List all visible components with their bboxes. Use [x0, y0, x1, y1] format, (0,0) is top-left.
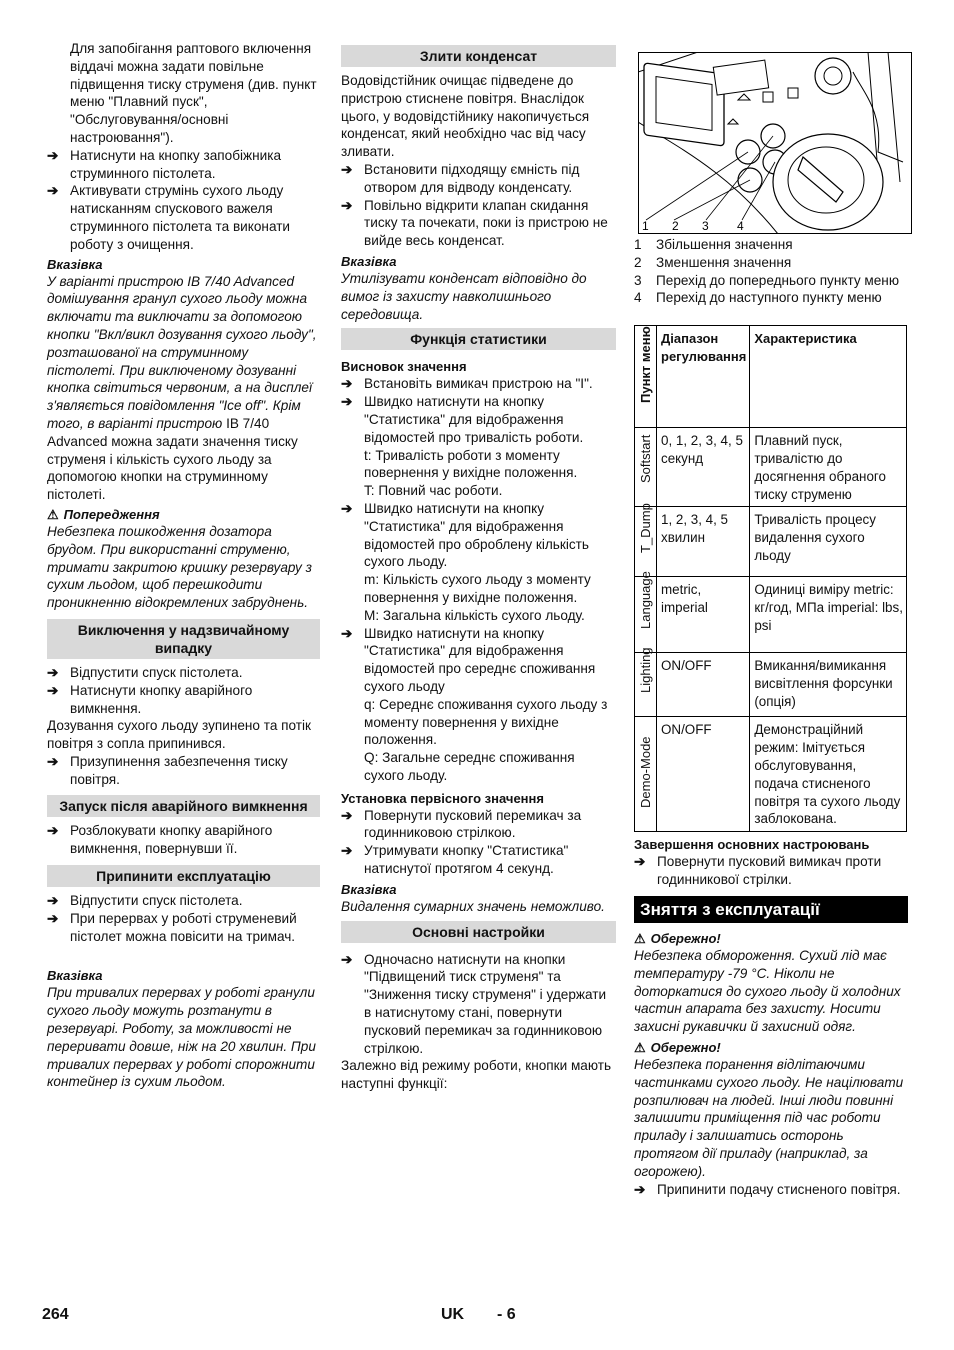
table-cell-menu: Lighting [635, 653, 657, 717]
intro-text: Для запобігання раптового включення віддачі можна задати повільне підвищення тиску струменя (див. пункт меню "Плавний пуск", "Обслуговування/основні настроювання"). [70, 41, 317, 145]
legend-item: 3 Перехід до попереднього пункту меню [634, 272, 900, 288]
body-text: Залежно від режиму роботи, кнопки мають наступні функції: [341, 1058, 612, 1092]
note-text: При тривалих перервах у роботі гранули сухого льоду можуть розтанути в резервуарі. Роботу, за можливості не переривати довше, ніж на 20 хвилин. При тривалих перервах у роботі спорожнити контейнер із сухим льодом. [47, 985, 316, 1090]
section-heading-stats: Функція статистики [341, 328, 616, 350]
table-row [635, 428, 907, 507]
table-cell-menu: Language [635, 577, 657, 653]
step: ➔ Відпустити спуск пістолета. [47, 893, 243, 909]
body-text: Дозування сухого льоду зупинено та потік повітря з сопла припинився. [47, 718, 311, 752]
arrow-icon: ➔ [47, 753, 59, 769]
step: ➔ Одночасно натиснути на кнопки "Підвищений тиск струменя" та "Зниження тиску струменя" і удержати в натиснутому стані, повернути пусковий перемикач за годинниковою стрілкою. [341, 951, 607, 1056]
arrow-icon: ➔ [341, 625, 353, 641]
chapter-heading-decommission: Зняття з експлуатації [634, 896, 908, 923]
table-row [635, 507, 907, 577]
step: ➔ Швидко натиснути на кнопку "Статистика" для відображення відомостей про середнє споживання сухого льоду [341, 625, 596, 694]
legend-item: 4 Перехід до наступного пункту меню [634, 290, 882, 306]
step: ➔ Припинити подачу стисненого повітря. [634, 1181, 901, 1197]
stat-line: m: Кількість сухого льоду з моменту повернення у вихідне положення. [364, 572, 591, 605]
arrow-icon: ➔ [47, 682, 59, 698]
arrow-icon: ➔ [341, 807, 353, 823]
subheading: Завершення основних настроювань [634, 837, 870, 853]
warning-text: Небезпека пошкодження дозатора брудом. При використанні струменю, тримати закритою кришку резервуару з сухим льодом, щоб перешкодити проникненню відокремлених забруднень. [47, 523, 312, 611]
note-label: Вказівка [47, 256, 103, 272]
table-row [635, 653, 907, 717]
section-page-number: - 6 [497, 1306, 516, 1323]
table-cell-range: metric, imperial [657, 577, 750, 653]
table-header-cell: Пункт меню [635, 326, 657, 428]
menu-table [634, 325, 907, 832]
table-cell-range: ON/OFF [657, 653, 750, 717]
step: ➔ Активувати струмінь сухого льоду натисканням спускового важеля струминного пістолета та виконати роботу з очищення. [47, 183, 291, 252]
column-3 [634, 52, 908, 1198]
note-label: Вказівка [341, 253, 397, 269]
figure-number: 3 [702, 219, 709, 233]
arrow-icon: ➔ [47, 147, 59, 163]
legend-item: 1 Збільшення значення [634, 237, 793, 252]
step: ➔ Утримувати кнопку "Статистика" натиснутої протягом 4 секунд. [341, 843, 569, 877]
table-cell-range: 1, 2, 3, 4, 5 хвилин [657, 507, 750, 577]
step: ➔ Натиснути на кнопку запобіжника струминного пістолета. [47, 147, 282, 181]
column-1 [47, 40, 320, 1091]
stat-line: T: Повний час роботи. [364, 483, 503, 499]
note-label: Вказівка [47, 968, 103, 984]
table-row [635, 577, 907, 653]
section-heading-condensate: Злити конденсат [341, 45, 616, 67]
step: ➔ При перервах у роботі струменевий пістолет можна повісити на тримач. [47, 910, 297, 944]
table-cell-range: ON/OFF [657, 717, 750, 832]
arrow-icon: ➔ [47, 893, 59, 909]
section-heading-basic: Основні настройки [341, 921, 616, 943]
arrow-icon: ➔ [341, 376, 353, 392]
control-panel-illustration [638, 52, 912, 234]
arrow-icon: ➔ [341, 197, 353, 213]
note-text: У варіанті пристрою IB 7/40 Advanced домішування гранул сухого льоду можна включати та виключати за допомогою кнопки "Вкл/викл дозування сухого льоду", розташованої на струминному пістолеті. При виключеному дозуванні кнопка світиться червоним, а на дисплеї з'являється повідомлення "Ice off". Крім того, в варіанті пристрою IB 7/40 Advanced можна задати значення тиску струменя і кількість сухого льоду за допомогою кнопки на струминному пістолеті. [47, 273, 317, 503]
table-cell-range: 0, 1, 2, 3, 4, 5 секунд [657, 428, 750, 507]
table-cell-desc: Плавний пуск, тривалістю до досягнення обраного тиску струменю [750, 428, 907, 507]
table-cell-desc: Демонстраційний режим: Імітується обслуговування, подача стисненого повітря та сухого льоду заблокована. [750, 717, 907, 832]
step: ➔ Встановити підходящу ємність під отвором для відводу конденсату. [341, 161, 580, 195]
table-cell-menu: Demo-Mode [635, 717, 657, 832]
caution-label: ⚠ Обережно! [634, 1039, 721, 1055]
arrow-icon: ➔ [47, 183, 59, 199]
arrow-icon: ➔ [634, 1181, 646, 1197]
arrow-icon: ➔ [47, 823, 59, 839]
stat-line: M: Загальна кількість сухого льоду. [364, 607, 585, 623]
control-panel-figure [638, 52, 912, 234]
body-text: Водовідстійник очищає підведене до пристрою стиснене повітря. Внаслідок цього, у водовідстійнику накопичується конденсат, який необхідно час від часу зливати. [341, 73, 590, 160]
step: ➔ Натиснути кнопку аварійного вимкнення. [47, 682, 253, 716]
caution-text: Небезпека поранення відлітаючими частинками сухого льоду. Не націлювати розпилювач на людей. Інші люди повинні залишити приміщення під час роботи приладу і залишатись осторонь протягом дії приладу (наприклад, за огорожею). [634, 1056, 904, 1179]
section-heading-stop: Припинити експлуатацію [47, 865, 320, 887]
section-heading-emergency: Виключення у надзвичайному випадку [47, 619, 320, 659]
table-row [635, 717, 907, 832]
table-cell-desc: Вмикання/вимикання висвітлення форсунки (опція) [750, 653, 907, 717]
arrow-icon: ➔ [341, 500, 353, 516]
table-header-row [635, 326, 907, 428]
table-cell-desc: Одиниці виміру metric: кг/год, МПа imperial: lbs, psi [750, 577, 907, 653]
legend-item: 2 Зменшення значення [634, 254, 792, 270]
subheading: Висновок значення [341, 359, 467, 375]
warning-label: ⚠ Попередження [47, 506, 160, 522]
note-text: Утилізувати конденсат відповідно до вимог із захисту навколишнього середовища. [341, 270, 587, 322]
step: ➔ Швидко натиснути на кнопку "Статистика" для відображення відомостей про оброблену кількість сухого льоду. [341, 500, 589, 570]
warning-icon: ⚠ [634, 1039, 646, 1055]
arrow-icon: ➔ [341, 843, 353, 859]
caution-label: ⚠ Обережно! [634, 930, 721, 946]
figure-number: 2 [672, 219, 679, 233]
step: ➔ Встановіть вимикач пристрою на "I". [341, 376, 593, 392]
section-heading-restart: Запуск після аварійного вимкнення [47, 795, 320, 817]
column-2 [341, 45, 616, 1093]
arrow-icon: ➔ [341, 394, 353, 410]
figure-number: 1 [642, 219, 649, 233]
warning-icon: ⚠ [47, 506, 59, 522]
figure-legend [634, 236, 908, 307]
warning-icon: ⚠ [634, 930, 646, 946]
caution-text: Небезпека обмороження. Сухий лід має температуру -79 °C. Ніколи не доторкатися до сухого льоду й холодних частин апарата без захисту. Носити захисні рукавички й захисний одяг. [634, 947, 901, 1035]
page-number: 264 [42, 1306, 69, 1323]
subheading: Установка первісного значення [341, 790, 544, 806]
arrow-icon: ➔ [341, 951, 353, 967]
table-cell-menu: Softstart [635, 428, 657, 507]
step: ➔ Призупинення забезпечення тиску повітря. [47, 753, 288, 787]
arrow-icon: ➔ [341, 161, 353, 177]
arrow-icon: ➔ [634, 854, 646, 870]
step: ➔ Відпустити спуск пістолета. [47, 664, 243, 680]
note-text: Видалення сумарних значень неможливо. [341, 898, 605, 914]
step: ➔ Повільно відкрити клапан скидання тиску та почекати, поки із пристрою не вийде весь конденсат. [341, 197, 608, 249]
figure-number: 4 [737, 219, 744, 233]
step: ➔ Розблокувати кнопку аварійного вимкнення, повернувши її. [47, 823, 273, 857]
arrow-icon: ➔ [47, 910, 59, 926]
step: ➔ Повернути пусковий перемикач за годинниковою стрілкою. [341, 807, 582, 841]
language-code: UK [441, 1306, 465, 1323]
table-cell-menu: T_Dump [635, 507, 657, 577]
step: ➔ Повернути пусковий вимикач проти годинникової стрілки. [634, 854, 882, 888]
stat-line: Q: Загальне середнє споживання сухого льоду. [364, 750, 575, 783]
table-header-cell: Характеристика [750, 326, 907, 428]
arrow-icon: ➔ [47, 664, 59, 680]
stat-line: q: Середнє споживання сухого льоду з моменту повернення у вихідне положення. [364, 696, 608, 748]
table-cell-desc: Тривалість процесу видалення сухого льоду [750, 507, 907, 577]
step: ➔ Швидко натиснути на кнопку "Статистика" для відображення відомостей про тривалість роботи. [341, 394, 584, 445]
note-label: Вказівка [341, 881, 397, 897]
stat-line: t: Тривалість роботи з моменту повернення у вихідне положення. [364, 447, 578, 481]
table-header-cell: Діапазон регулювання [657, 326, 750, 428]
